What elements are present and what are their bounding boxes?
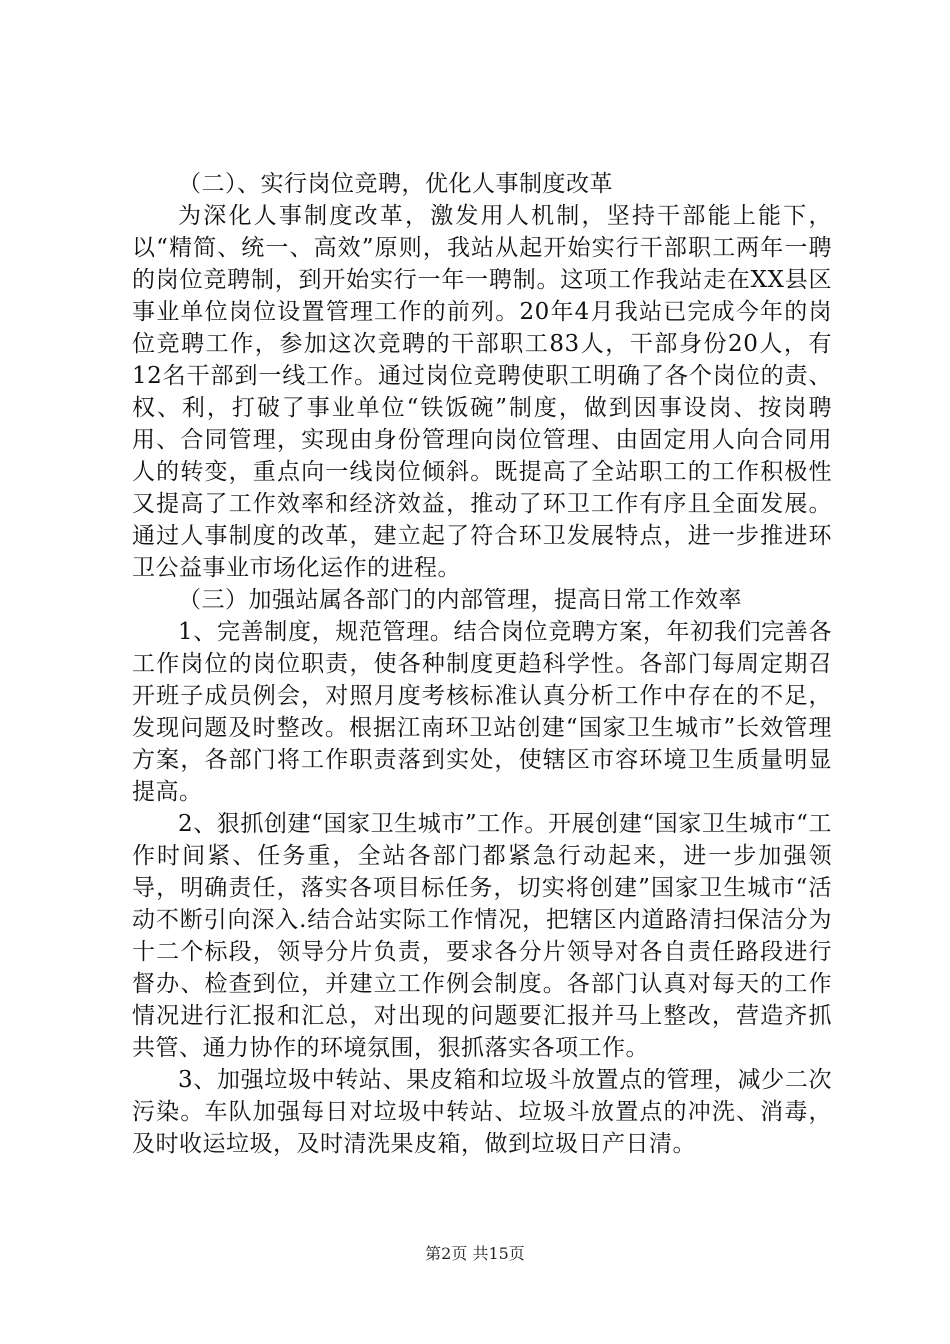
paragraph-personnel-reform: 为深化人事制度改革，激发用人机制，坚持干部能上能下，以“精简、统一、高效”原则，我站从起开始实行干部职工两年一聘的岗位竞聘制，到开始实行一年一聘制。这项工作我站走在XX县区事业单位岗位设置管理工作的前列。20年4月我站已完成今年的岗位竞聘工作，参加这次竞聘的干部职工83人，干部身份20人，有12名干部到一线工作。通过岗位竞聘使职工明确了各个岗位的责、权、利，打破了事业单位“铁饭碗”制度，做到因事设岗、按岗聘用、合同管理，实现由身份管理向岗位管理、由固定用人向合同用人的转变，重点向一线岗位倾斜。既提高了全站职工的工作积极性又提高了工作效率和经济效益，推动了环卫工作有序且全面发展。通过人事制度的改革，建立起了符合环卫发展特点，进一步推进环卫公益事业市场化运作的进程。: [132, 203, 832, 581]
page-number-footer: 第2页 共15页: [425, 1244, 525, 1263]
paragraph-improve-system: 1、完善制度，规范管理。结合岗位竞聘方案，年初我们完善各工作岗位的岗位职责，使各种制度更趋科学性。各部门每周定期召开班子成员例会，对照月度考核标准认真分析工作中存在的不足，发现问题及时整改。根据江南环卫站创建“国家卫生城市”长效管理方案，各部门将工作职责落到实处，使辖区市容环境卫生质量明显提高。: [132, 619, 832, 805]
paragraph-transfer-station: 3、加强垃圾中转站、果皮箱和垃圾斗放置点的管理，减少二次污染。车队加强每日对垃圾中转站、垃圾斗放置点的冲洗、消毒，及时收运垃圾，及时清洗果皮箱，做到垃圾日产日清。: [132, 1067, 832, 1157]
document-body: [132, 168, 832, 1160]
section-heading-3: （三）加强站属各部门的内部管理，提高日常工作效率: [178, 587, 742, 613]
section-heading-2: （二）、实行岗位竞聘，优化人事制度改革: [178, 171, 613, 197]
paragraph-health-city: 2、狠抓创建“国家卫生城市”工作。开展创建“国家卫生城市“工作时间紧、任务重，全站各部门都紧急行动起来，进一步加强领导，明确责任，落实各项目标任务，切实将创建”国家卫生城市“活动不断引向深入.结合站实际工作情况，把辖区内道路清扫保洁分为十二个标段，领导分片负责，要求各分片领导对各自责任路段进行督办、检查到位，并建立工作例会制度。各部门认真对每天的工作情况进行汇报和汇总，对出现的问题要汇报并马上整改，营造齐抓共管、通力协作的环境氛围，狠抓落实各项工作。: [132, 811, 832, 1061]
